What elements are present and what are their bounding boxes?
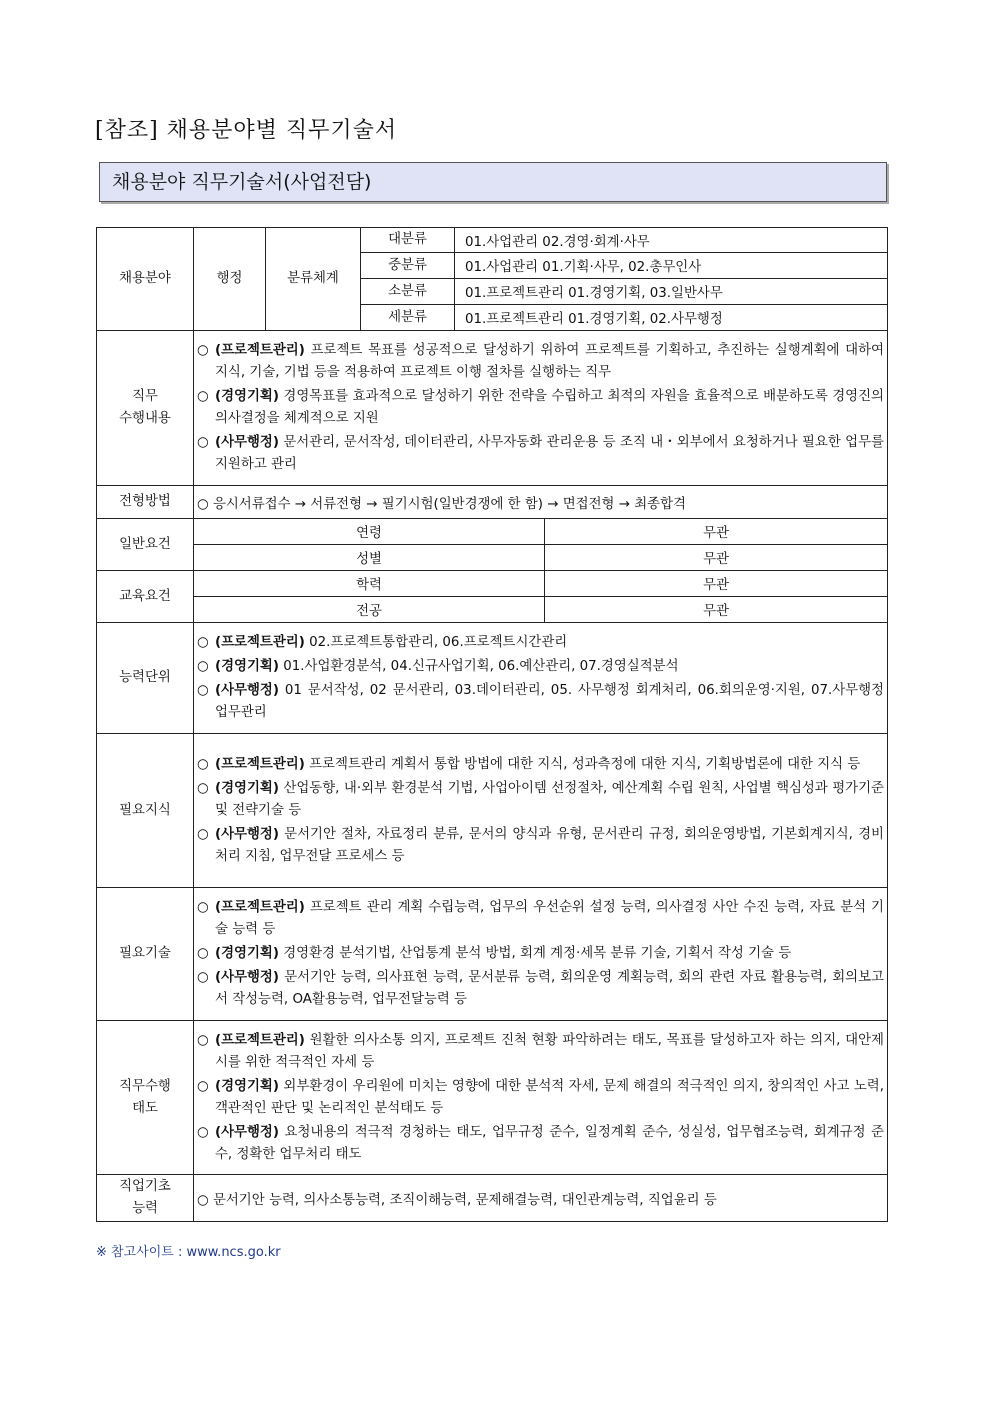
selection-label: 전형방법 [97,486,194,519]
class-level: 소분류 [361,279,455,305]
field-label: 채용분야 [97,228,194,331]
competency-row [97,623,888,734]
general-row [97,545,888,571]
attitude-label: 직무수행 태도 [97,1021,194,1175]
skills-row [97,888,888,1021]
skills-label: 필요기술 [97,888,194,1021]
requirement-value: 무관 [545,545,888,571]
requirement-key: 전공 [194,597,545,623]
field-value: 행정 [194,228,266,331]
list-item: ○ (사무행정) 요청내용의 적극적 경청하는 태도, 업무규정 준수, 일정계획 준수, 성실성, 업무협조능력, 회계규정 준수, 정확한 업무처리 태도 [197,1124,884,1162]
requirement-key: 연령 [194,519,545,545]
document-title: [참조] 채용분야별 직무기술서 [95,118,398,143]
knowledge-row [97,734,888,888]
general-row [97,519,888,545]
class-row-major [97,228,888,253]
requirement-value: 무관 [545,597,888,623]
basic-label: 직업기초 능력 [97,1175,194,1222]
competency-content [194,623,888,734]
system-label: 분류체계 [266,228,361,331]
requirement-key: 학력 [194,571,545,597]
list-item: ○ (경영기획) 산업동향, 내·외부 환경분석 기법, 사업아이템 선정절차, 예산계획 수립 원칙, 사업별 핵심성과 평가기준 및 전략기술 등 [197,780,884,818]
list-item: ○ (프로젝트관리) 프로젝트 관리 계획 수립능력, 업무의 우선순위 설정 능력, 의사결정 사안 수진 능력, 자료 분석 기술 능력 등 [197,900,884,937]
knowledge-content [194,734,888,888]
class-level: 중분류 [361,253,455,279]
education-row [97,597,888,623]
requirement-value: 무관 [545,519,888,545]
general-label: 일반요건 [97,519,194,571]
class-value: 01.프로젝트관리 01.경영기획, 03.일반사무 [455,279,888,305]
basic-content: ○ 문서기안 능력, 의사소통능력, 조직이해능력, 문제해결능력, 대인관계능력, 직업윤리 등 [194,1175,888,1222]
duties-label: 직무 수행내용 [97,331,194,486]
selection-row [97,486,888,519]
attitude-row [97,1021,888,1175]
class-value: 01.사업관리 01.기획·사무, 02.총무인사 [455,253,888,279]
list-item: ○ (경영기획) 01.사업환경분석, 04.신규사업기획, 06.예산관리, 07.경영실적분석 [197,659,679,674]
reference-note [96,1241,281,1260]
list-item: ○ (프로젝트관리) 프로젝트관리 계획서 통합 방법에 대한 지식, 성과측정에 대한 지식, 기획방법론에 대한 지식 등 [197,756,861,772]
note-text: 참고사이트 : www.ncs.go.kr [111,1245,281,1260]
class-value: 01.사업관리 02.경영·회계·사무 [455,228,888,253]
attitude-content [194,1021,888,1175]
class-level: 대분류 [361,228,455,253]
class-level: 세분류 [361,305,455,331]
list-item: ○ (프로젝트관리) 프로젝트 목표를 성공적으로 달성하기 위하여 프로젝트를 기획하고, 추진하는 실행계획에 대하여 지식, 기술, 기법 등을 적용하여 프로젝트 이행 절차를 실행하는 직무 [197,343,884,380]
section-banner: 채용분야 직무기술서(사업전담) [99,162,887,202]
list-item: ○ (경영기획) 외부환경이 우리원에 미치는 영향에 대한 분석적 자세, 문제 해결의 적극적인 의지, 창의적인 사고 노력, 객관적인 판단 및 논리적인 분석태도 등 [197,1078,884,1116]
list-item: ○ (프로젝트관리) 원활한 의사소통 의지, 프로젝트 진척 현황 파악하려는 태도, 목표를 달성하고자 하는 의지, 대안제시를 위한 적극적인 자세 등 [197,1032,884,1070]
requirement-value: 무관 [545,571,888,597]
list-item: ○ (경영기획) 경영환경 분석기법, 산업통계 분석 방법, 회계 계정·세목 분류 기술, 기획서 작성 기술 등 [197,946,792,961]
education-label: 교육요건 [97,571,194,623]
class-value: 01.프로젝트관리 01.경영기획, 02.사무행정 [455,305,888,331]
education-row [97,571,888,597]
basic-row [97,1175,888,1222]
list-item: ○ (사무행정) 문서관리, 문서작성, 데이터관리, 사무자동화 관리운용 등 조직 내・외부에서 요청하거나 필요한 업무를 지원하고 관리 [197,435,884,472]
skills-content [194,888,888,1021]
list-item: ○ (사무행정) 01 문서작성, 02 문서관리, 03.데이터관리, 05. 사무행정 회계처리, 06.회의운영·지원, 07.사무행정 업무관리 [197,683,884,720]
knowledge-label: 필요지식 [97,734,194,888]
duties-row [97,331,888,486]
list-item: ○ (사무행정) 문서기안 능력, 의사표현 능력, 문서분류 능력, 회의운영 계획능력, 회의 관련 자료 활용능력, 회의보고서 작성능력, OA활용능력, 업무전달능력 등 [197,970,884,1007]
list-item: ○ (사무행정) 문서기안 절차, 자료정리 분류, 문서의 양식과 유형, 문서관리 규정, 회의운영방법, 기본회계지식, 경비처리 지침, 업무전달 프로세스 등 [197,826,884,864]
selection-content: ○ 응시서류접수 → 서류전형 → 필기시험(일반경쟁에 한 함) → 면접전형 → 최종합격 [194,486,888,519]
competency-label: 능력단위 [97,623,194,734]
note-mark: ※ [96,1245,107,1260]
duties-content [194,331,888,486]
list-item: ○ (경영기획) 경영목표를 효과적으로 달성하기 위한 전략을 수립하고 최적의 자원을 효율적으로 배분하도록 경영진의 의사결정을 체계적으로 지원 [197,389,884,426]
job-description-table [96,227,888,1222]
list-item: ○ (프로젝트관리) 02.프로젝트통합관리, 06.프로젝트시간관리 [197,635,568,650]
requirement-key: 성별 [194,545,545,571]
